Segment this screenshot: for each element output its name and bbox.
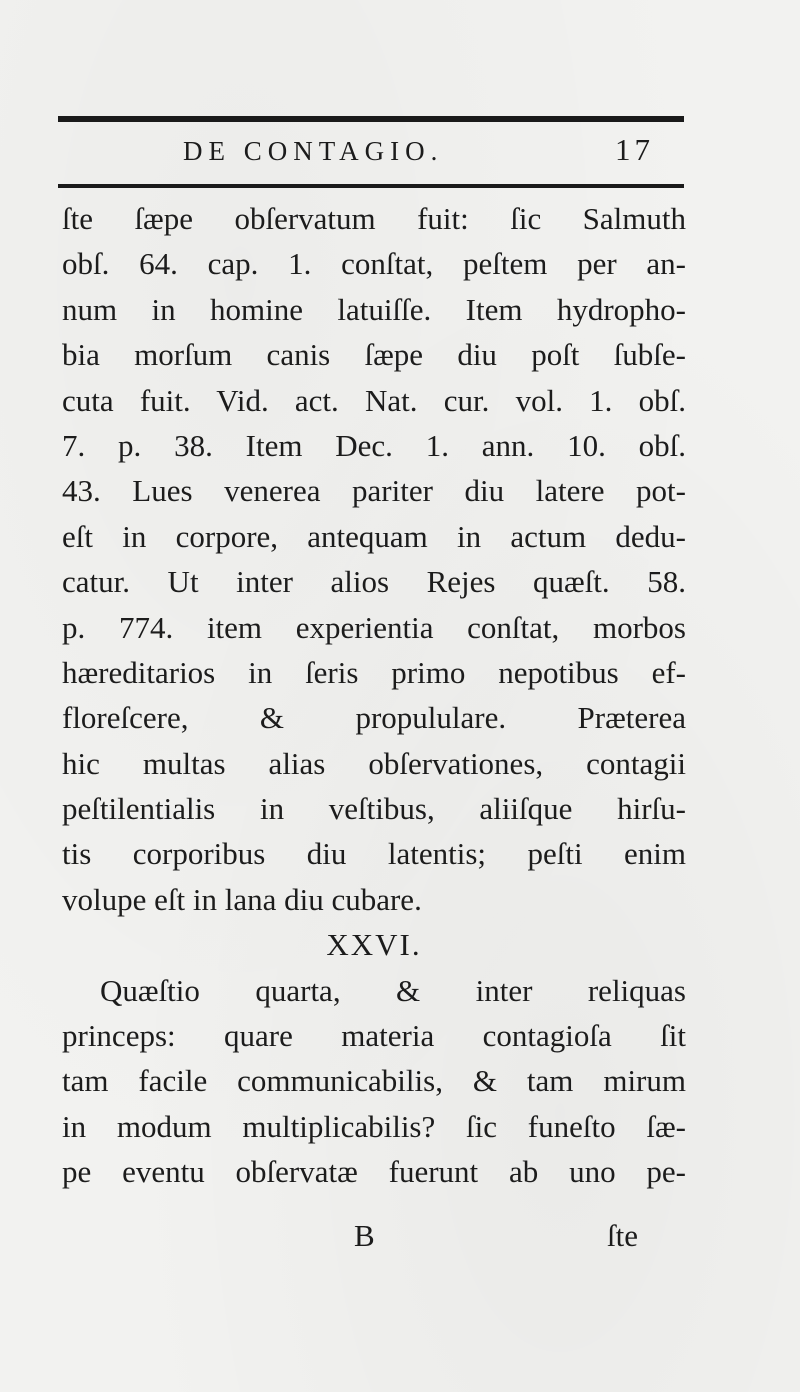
page-number: 17 [615,132,654,167]
text-line: peſtilentialis in veſtibus, aliiſque hirſu- [62,791,686,827]
catchword: ſte [607,1218,638,1253]
text-line: pe eventu obſervatæ fuerunt ab uno pe- [62,1154,686,1190]
text-line: Quæſtio quarta, & inter reliquas [100,972,686,1008]
running-title: DE CONTAGIO. [183,136,444,166]
text-line: in modum multiplicabilis? ſic funeſto ſæ- [62,1108,686,1144]
text-line: cuta fuit. Vid. act. Nat. cur. vol. 1. obſ. [62,382,686,418]
text-line: hæreditarios in ſeris primo nepotibus ef- [62,654,686,690]
text-line: num in homine latuiſſe. Item hydropho- [62,291,686,327]
text-line: floreſcere, & propululare. Præterea [62,700,686,736]
running-head [58,130,684,176]
page-footer [62,1218,686,1262]
text-line: tis corporibus diu latentis; peſti enim [62,836,686,872]
text-line: 7. p. 38. Item Dec. 1. ann. 10. obſ. [62,427,686,463]
text-line: princeps: quare materia contagioſa ſit [62,1018,686,1054]
text-line: p. 774. item experientia conſtat, morbos [62,609,686,645]
signature-mark: B [354,1218,375,1253]
text-line: bia morſum canis ſæpe diu poſt ſubſe- [62,337,686,373]
body-text [62,196,686,1195]
text-line: hic multas alias obſervationes, contagii [62,745,686,781]
text-line: catur. Ut inter alios Rejes quæſt. 58. [62,564,686,600]
text-line: volupe eſt in lana diu cubare. [62,881,422,917]
text-line: eſt in corpore, antequam in actum dedu- [62,518,686,554]
text-line: 43. Lues venerea pariter diu latere pot- [62,473,686,509]
text-line: tam facile communicabilis, & tam mirum [62,1063,686,1099]
text-line: ſte ſæpe obſervatum fuit: ſic Salmuth [62,201,686,236]
header-rule-bottom [58,184,684,188]
header-rule-top [58,116,684,122]
section-heading: XXVI. [326,927,422,963]
text-line: obſ. 64. cap. 1. conſtat, peſtem per an- [62,246,686,282]
